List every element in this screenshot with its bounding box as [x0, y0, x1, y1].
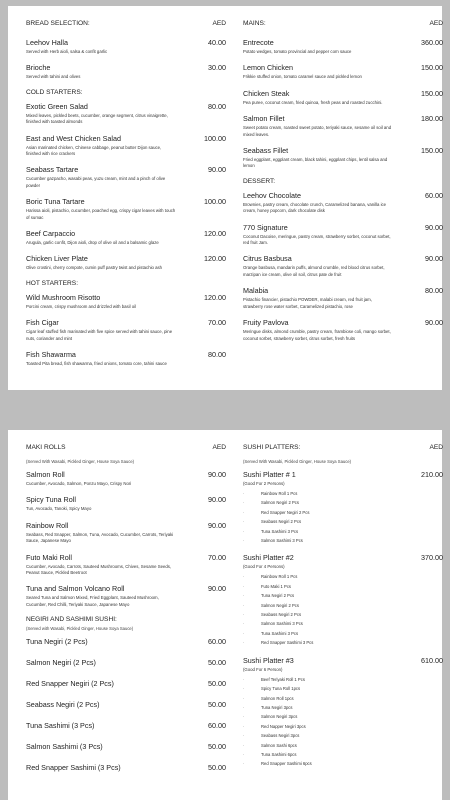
- item-name: Seabass Negiri (2 Pcs): [26, 700, 100, 710]
- item-price: 150.00: [421, 63, 443, 73]
- platter-content-item: · Salmon Sashimi 3 Pcs: [243, 536, 443, 545]
- bread-header: [26, 20, 226, 38]
- item-description: Porcini cream, crispy mushroom and drizzled with basil oil: [26, 303, 137, 309]
- platter-content-item: · Rainbow Roll 1 Pcs: [243, 572, 443, 581]
- page1-right-column: [243, 6, 443, 350]
- item-description: Toasted Pita bread, fish shawarma, fried onions, tomato core, tahini sauce: [26, 361, 167, 367]
- item-price: 90.00: [208, 520, 226, 530]
- menu-page-2: [8, 430, 442, 800]
- item-description: Potato wedges, tomato provincial and pepper corn sauce: [243, 49, 352, 54]
- item-note: (Good For 2 Persons): [243, 481, 285, 486]
- menu-item: [26, 318, 226, 342]
- item-description: Pistachio financier, pistachio POWDER, malabi cream, red fruit jam, strawberry rose water sorbet, Caramelized pistachio, rose: [243, 297, 372, 309]
- platter-content-item: · Tuna Sashimi 3 Pcs: [243, 629, 443, 638]
- menu-item: [26, 495, 226, 512]
- dessert-title: DESSERT:: [243, 177, 276, 185]
- menu-item: [26, 229, 226, 246]
- menu-item: [243, 254, 443, 278]
- item-price: 70.00: [208, 552, 226, 562]
- hot-starters-title: HOT STARTERS:: [26, 279, 79, 287]
- item-price: 50.00: [208, 742, 226, 752]
- item-name: Brioche: [26, 63, 51, 73]
- page2-left-column: [26, 430, 226, 784]
- menu-item: [26, 742, 226, 751]
- platter-content-item: · Tuna Negiri 2 Pcs: [243, 591, 443, 600]
- item-description: Pea puree, coconut cream, fried quinoa, fresh peas and roasted zucchini.: [243, 99, 383, 105]
- negiri-title: NEGIRI AND SASHIMI SUSHI:: [26, 616, 117, 624]
- item-description: Asian marinated chicken, Chinese cabbage, peanut butter Dijon sauce, finished with rice crackers: [26, 144, 162, 157]
- menu-item: [26, 679, 226, 688]
- platter-content-item: · Salmon Negiri 2 Pcs: [243, 498, 443, 507]
- item-name: Tuna Sashimi (3 Pcs): [26, 721, 95, 731]
- item-price: 90.00: [425, 222, 443, 232]
- item-price: 150.00: [421, 88, 443, 98]
- menu-item: [26, 700, 226, 709]
- item-price: 90.00: [208, 165, 226, 175]
- platters-header: [243, 444, 443, 456]
- item-name: Fruity Pavlova: [243, 318, 289, 328]
- menu-item: [26, 637, 226, 646]
- menu-item: [243, 656, 443, 769]
- item-name: Fish Cigar: [26, 318, 59, 328]
- menu-item: [243, 63, 443, 80]
- platter-content-item: · Beef Teriyaki Roll 1 Pcs: [243, 675, 443, 684]
- menu-item: [26, 134, 226, 158]
- platter-content-item: · Red Snapper Sashimi 3 Pcs: [243, 638, 443, 647]
- item-price: 100.00: [204, 133, 226, 143]
- menu-item: [243, 191, 443, 215]
- item-price: 50.00: [208, 700, 226, 710]
- item-description: Meringue disks, almond crumble, pastry cream, frambiose coli, mango sorbet, coconut sorbet, strawberry sorbet, citrus sorbet, fresh fruits: [243, 329, 391, 341]
- page1-left-column: [26, 6, 226, 376]
- item-name: Wild Mushroom Risotto: [26, 292, 101, 302]
- menu-item: [243, 470, 443, 545]
- item-name: Seabass Fillet: [243, 146, 289, 156]
- item-name: Exotic Green Salad: [26, 101, 88, 111]
- menu-item: [243, 38, 443, 55]
- menu-item: [26, 763, 226, 772]
- bread-section-title: BREAD SELECTION:: [26, 20, 90, 27]
- item-name: Salmon Sashimi (3 Pcs): [26, 742, 103, 752]
- platter-content-item: · Tuna Sashimi 3 Pcs: [243, 527, 443, 536]
- platters-serving-note: (Served With Wasabi, Pickled Ginger, House Soya Sauce): [243, 459, 352, 464]
- item-name: East and West Chicken Salad: [26, 133, 121, 143]
- menu-item: [243, 553, 443, 647]
- item-name: Tuna and Salmon Volcano Roll: [26, 584, 125, 594]
- item-price: 210.00: [421, 470, 443, 479]
- item-price: 80.00: [425, 286, 443, 296]
- platter-content-item: · Spicy Tuna Roll 1pcs: [243, 684, 443, 693]
- item-name: Chicken Liver Plate: [26, 254, 88, 264]
- platter-content-item: · Red Snapper Negiri 2 Pcs: [243, 508, 443, 517]
- maki-section-title: MAKI ROLLS: [26, 444, 66, 451]
- item-price: 180.00: [421, 114, 443, 124]
- platter-content-item: · Salmon Sashimi 3 Pcs: [243, 619, 443, 628]
- currency-label: AED: [212, 20, 226, 27]
- platter-contents: [243, 572, 443, 647]
- item-name: Entrecote: [243, 38, 274, 47]
- menu-item: [243, 286, 443, 310]
- platter-content-item: · Tuna Sashimi 6pcs: [243, 750, 443, 759]
- platter-content-item: · Red Snapper Sashimi 6pcs: [243, 759, 443, 768]
- item-note: (Good For 6 Person): [243, 666, 283, 672]
- mains-header: [243, 20, 443, 38]
- item-name: Beef Carpaccio: [26, 229, 76, 239]
- menu-item: [26, 63, 226, 80]
- item-note: (Good For 4 Persons): [243, 564, 285, 570]
- maki-serving-note: (Served With Wasabi, Pickled Ginger, House Soya Sauce): [26, 459, 135, 464]
- platter-content-item: · Futo Maki 1 Pcs: [243, 582, 443, 591]
- item-price: 40.00: [208, 38, 226, 47]
- platter-content-item: · Seabass Negiri 2 Pcs: [243, 517, 443, 526]
- item-description: Olive crostini, cherry compote, cumin puff pastry twist and pistachio ash: [26, 265, 163, 271]
- item-name: Seabass Tartare: [26, 165, 79, 175]
- menu-item: [26, 350, 226, 367]
- menu-page-1: [8, 6, 442, 390]
- item-price: 80.00: [208, 350, 226, 360]
- item-name: Salmon Roll: [26, 470, 65, 479]
- item-name: Leehov Chocolate: [243, 190, 301, 200]
- currency-label: AED: [429, 20, 443, 27]
- item-price: 90.00: [208, 470, 226, 479]
- mains-list: [243, 38, 443, 170]
- item-name: Malabia: [243, 286, 269, 296]
- platter-content-item: · Tuna Negiri 3pcs: [243, 703, 443, 712]
- menu-item: [26, 553, 226, 577]
- item-description: Frikkie stuffed onion, tomato caramel sauce and pickled lemon: [243, 74, 362, 80]
- mains-section-title: MAINS:: [243, 20, 266, 27]
- item-description: Brownies, pastry cream, chocolate crunch, Caramelized banana, vanilla ice cream, honey popcorn, dark chocolate disk: [243, 201, 387, 214]
- item-price: 70.00: [208, 318, 226, 328]
- item-price: 60.00: [208, 721, 226, 731]
- item-price: 360.00: [421, 38, 443, 47]
- negiri-list: [26, 637, 226, 772]
- item-description: Served with Herb aioli, salsa & confit garlic: [26, 49, 108, 54]
- platter-content-item: · Salmon Negiri 3pcs: [243, 712, 443, 721]
- item-name: Salmon Negiri (2 Pcs): [26, 658, 96, 668]
- item-name: Red Snapper Sashimi (3 Pcs): [26, 763, 121, 773]
- item-name: Citrus Basbusa: [243, 254, 292, 264]
- platter-content-item: · Salmon Negiri 2 Pcs: [243, 601, 443, 610]
- item-price: 60.00: [425, 190, 443, 200]
- item-name: Chicken Steak: [243, 88, 290, 98]
- dessert-list: [243, 191, 443, 342]
- item-price: 120.00: [204, 254, 226, 264]
- platter-content-item: · Salmon Sashi 6pcs: [243, 741, 443, 750]
- bread-list: [26, 38, 226, 81]
- item-price: 150.00: [421, 146, 443, 156]
- platters-section-title: SUSHI PLATTERS:: [243, 444, 301, 451]
- item-price: 120.00: [204, 292, 226, 302]
- item-description: Harissa aioli, pistachio, cucumber, poached egg, crispy cigar leaves with touch of sumac: [26, 208, 176, 220]
- menu-item: [26, 102, 226, 126]
- item-name: 770 Signature: [243, 222, 288, 232]
- platter-content-item: · Seabass Negiri 2 Pcs: [243, 610, 443, 619]
- currency-label: AED: [429, 444, 443, 451]
- item-description: Mixed leaves, pickled beets, cucumber, orange segment, citrus vinaigrette, finished with toasted almonds: [26, 112, 168, 125]
- menu-item: [243, 89, 443, 106]
- item-price: 80.00: [208, 101, 226, 111]
- menu-item: [243, 223, 443, 247]
- platters-list: [243, 470, 443, 769]
- item-name: Sushi Platter #3: [243, 655, 294, 665]
- item-description: Arugula, garlic confit, Dijon aioli, drop of olive oil and a balsamic glaze: [26, 240, 159, 246]
- negiri-serving-note: (Served with Wasabi, Pickled Ginger, House Soya Sauce): [26, 626, 134, 632]
- item-price: 90.00: [425, 318, 443, 328]
- platter-content-item: · Seabass Negiri 3pcs: [243, 731, 443, 740]
- platter-contents: [243, 489, 443, 545]
- item-description: Sweet potato cream, roasted sweet potato, teriyaki sauce, sesame oil soil and mixed leaves.: [243, 125, 392, 137]
- maki-header: [26, 444, 226, 456]
- menu-item: [26, 658, 226, 667]
- item-price: 90.00: [208, 584, 226, 594]
- item-price: 60.00: [208, 637, 226, 647]
- item-price: 30.00: [208, 63, 226, 73]
- item-name: Futo Maki Roll: [26, 552, 72, 562]
- menu-item: [26, 197, 226, 221]
- cold-starters-title: COLD STARTERS:: [26, 88, 83, 96]
- maki-list: [26, 470, 226, 608]
- item-name: Salmon Fillet: [243, 114, 285, 124]
- item-price: 120.00: [204, 229, 226, 239]
- menu-item: [26, 38, 226, 55]
- item-price: 50.00: [208, 679, 226, 689]
- item-description: Served with tahini and olives: [26, 74, 81, 80]
- item-price: 50.00: [208, 658, 226, 668]
- item-name: Sushi Platter #2: [243, 553, 294, 563]
- menu-item: [26, 254, 226, 271]
- item-name: Boric Tuna Tartare: [26, 197, 85, 207]
- item-description: Orange basbusa, mandarin puffs, almond crumble, red blood citrus sorbet, marzipan ice cream, olive oil soil, citrus pate de fruit: [243, 265, 385, 277]
- item-name: Tuna Negiri (2 Pcs): [26, 637, 88, 647]
- item-description: Fried eggplant, eggplant cream, black tahini, eggplant chips, lentil salsa and lemon: [243, 157, 388, 169]
- menu-item: [26, 470, 226, 487]
- item-price: 90.00: [208, 495, 226, 505]
- page2-right-column: [243, 430, 443, 777]
- item-name: Spicy Tuna Roll: [26, 495, 76, 505]
- menu-item: [26, 584, 226, 608]
- item-name: Red Snapper Negiri (2 Pcs): [26, 679, 114, 689]
- platter-content-item: · Rainbow Roll 1 Pcs: [243, 489, 443, 498]
- menu-item: [26, 165, 226, 189]
- item-name: Fish Shawarma: [26, 350, 76, 360]
- item-description: Coconut Dacoise, meringue, pastry cream, strawberry sorbet, coconut sorbet, red fruit Jam.: [243, 233, 391, 246]
- menu-item: [26, 293, 226, 310]
- item-price: 610.00: [421, 655, 443, 665]
- platter-content-item: · Salmon Roll 1pcs: [243, 694, 443, 703]
- item-name: Leehov Halla: [26, 38, 68, 47]
- item-description: Seared Tuna and Salmon Mixed, Fried Eggplant, Sauteed Mushroom, Cucumber, Red Chilli, Teriyaki Sauce, Japanese Mayo: [26, 595, 159, 607]
- item-name: Lemon Chicken: [243, 63, 293, 73]
- platter-content-item: · Red Napper Negiri 3pcs: [243, 722, 443, 731]
- item-price: 370.00: [421, 553, 443, 563]
- currency-label: AED: [212, 444, 226, 451]
- item-price: 100.00: [204, 197, 226, 207]
- menu-item: [243, 114, 443, 138]
- menu-item: [26, 721, 226, 730]
- menu-item: [243, 146, 443, 170]
- item-description: Cigar leaf stuffed fish marinated with five spice served with tahini sauce, pine nuts, coriander and mint: [26, 329, 173, 341]
- item-description: Cucumber, Avocado, Carrots, Sauteed Mushrooms, Chives, Sesame Seeds, Peanut Sauce, Pickled Beetroot: [26, 563, 172, 576]
- hot-starters-list: [26, 293, 226, 368]
- item-price: 50.00: [208, 763, 226, 773]
- menu-item: [26, 521, 226, 545]
- item-description: Seabass, Red Snapper, Salmon, Tuna, Avocado, Cucumber, Carrots, Teriyaki Sauce, Japanese Mayo: [26, 531, 174, 544]
- item-price: 90.00: [425, 254, 443, 264]
- menu-item: [243, 318, 443, 342]
- item-description: Tun, Avocado, Tanoki, Spicy Mayo: [26, 506, 92, 512]
- item-description: Cucumber gazpacho, wasabi peas, yuzu cream, mint and a pinch of olive powder: [26, 176, 166, 188]
- item-description: Cucumber, Avocado, Salmon, Ponzu Mayo, Crispy Nori: [26, 481, 132, 486]
- cold-starters-list: [26, 102, 226, 272]
- platter-contents: [243, 675, 443, 769]
- item-name: Sushi Platter # 1: [243, 470, 296, 479]
- item-name: Rainbow Roll: [26, 520, 69, 530]
